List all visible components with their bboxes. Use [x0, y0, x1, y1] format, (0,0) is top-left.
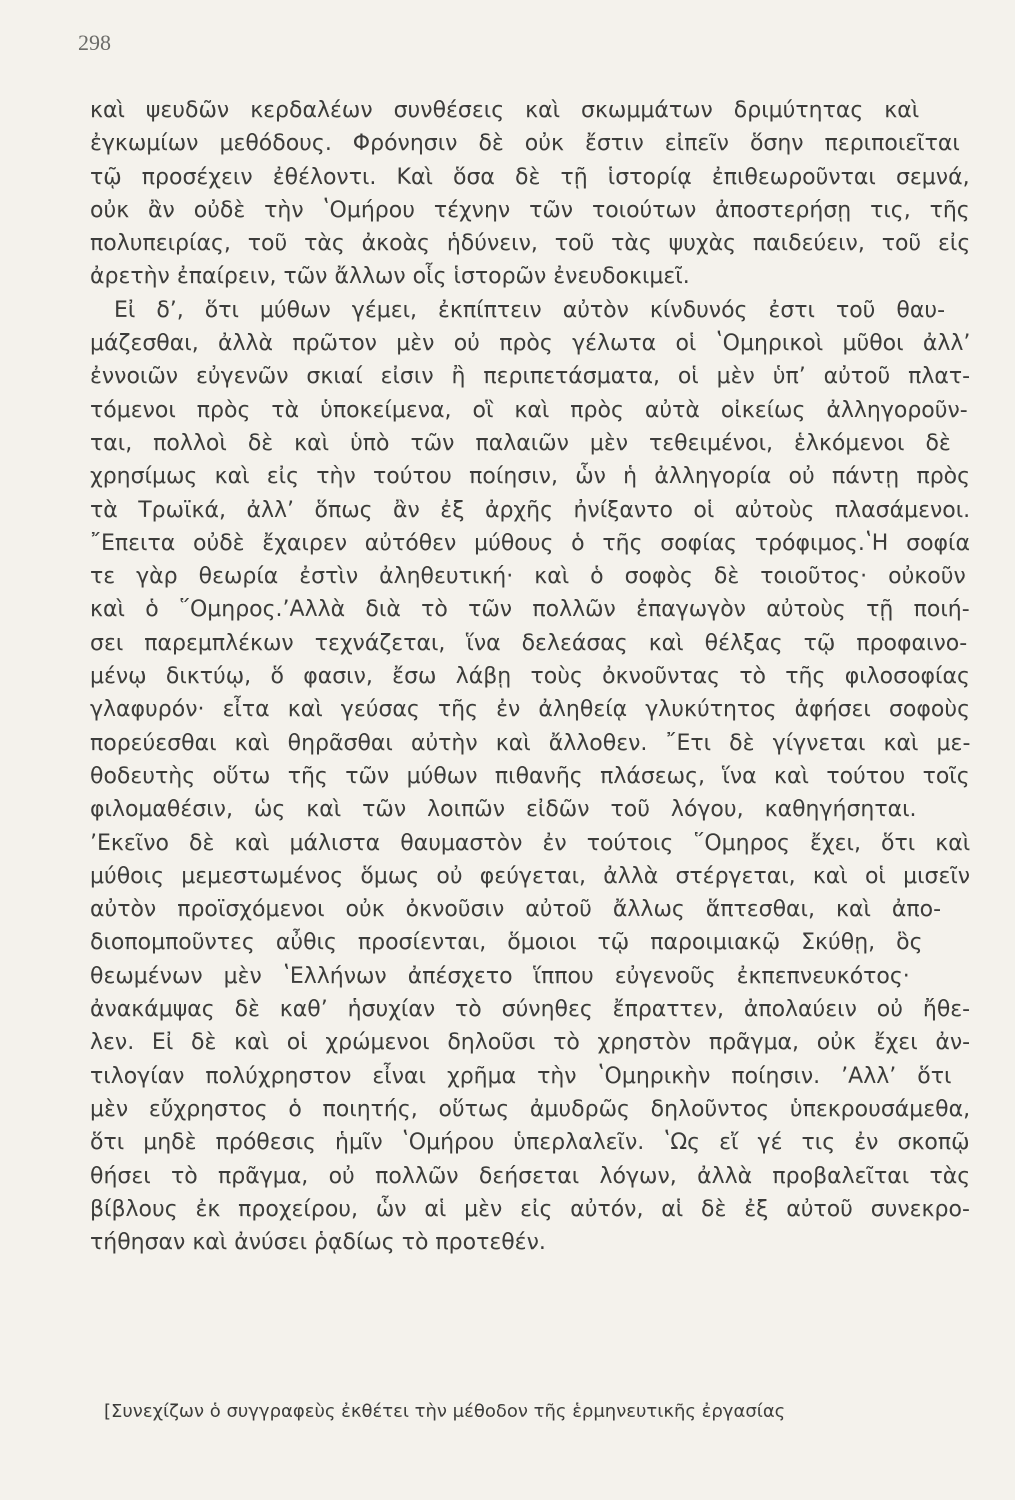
- text-line: θήσει τὸ πρᾶγμα, οὐ πολλῶν δεήσεται λόγων, ἀλλὰ προβαλεῖται τὰς: [90, 1163, 971, 1189]
- text-line: μύθοις μεμεστωμένος ὅμως οὐ φεύγεται, ἀλλὰ στέργεται, καὶ οἱ μισεῖν: [90, 863, 971, 889]
- page-number: 298: [78, 30, 111, 55]
- text-line: ἐγκωμίων μεθόδους. Φρόνησιν δὲ οὐκ ἔστιν εἰπεῖν ὅσην περιποιεῖται: [90, 131, 960, 157]
- text-line: χρησίμως καὶ εἰς τὴν τούτου ποίησιν, ὧν ἡ ἀλληγορία οὐ πάντῃ πρὸς: [90, 464, 971, 490]
- text-line: σει παρεμπλέκων τεχνάζεται, ἵνα δελεάσας καὶ θέλξας τῷ προφαινο-: [90, 630, 968, 656]
- text-line: βίβλους ἐκ προχείρου, ὧν αἱ μὲν εἰς αὐτόν, αἱ δὲ ἐξ αὐτοῦ συνεκρο-: [90, 1196, 970, 1222]
- text-line: διοπομποῦντες αὖθις προσίενται, ὅμοιοι τῷ παροιμιακῷ Σκύθῃ, ὃς: [90, 930, 923, 956]
- text-line: τόμενοι πρὸς τὰ ὑποκείμενα, οἳ καὶ πρὸς αὐτὰ οἰκείως ἀλληγοροῦν-: [90, 397, 968, 423]
- text-line: ται, πολλοὶ δὲ καὶ ὑπὸ τῶν παλαιῶν μὲν τεθειμένοι, ἑλκόμενοι δὲ: [90, 430, 951, 456]
- body-text: [90, 94, 970, 1259]
- text-line: τε γὰρ θεωρία ἐστὶν ἀληθευτική· καὶ ὁ σοφὸς δὲ τοιοῦτος· οὐκοῦν: [90, 564, 966, 590]
- text-line: τὰ Τρωϊκά, ἀλλ’ ὅπως ἂν ἐξ ἀρχῆς ἠνίξαντο οἱ αὐτοὺς πλασάμενοι.: [90, 497, 971, 523]
- text-line: μὲν εὔχρηστος ὁ ποιητής, οὕτως ἀμυδρῶς δηλοῦντος ὑπεκρουσάμεθα,: [90, 1096, 971, 1122]
- text-line: ἐννοιῶν εὐγενῶν σκιαί εἰσιν ἢ περιπετάσματα, οἱ μὲν ὑπ’ αὐτοῦ πλατ-: [90, 364, 971, 390]
- text-line: καὶ ψευδῶν κερδαλέων συνθέσεις καὶ σκωμμάτων δριμύτητας καὶ: [90, 98, 920, 123]
- text-line: τήθησαν καὶ ἀνύσει ῥᾳδίως τὸ προτεθέν.: [90, 1230, 546, 1256]
- text-line: πολυπειρίας, τοῦ τὰς ἀκοὰς ἡδύνειν, τοῦ τὰς ψυχὰς παιδεύειν, τοῦ εἰς: [90, 231, 971, 257]
- text-line: θεωμένων μὲν ʽΕλλήνων ἀπέσχετο ἵππου εὐγενοῦς ἐκπεπνευκότος·: [90, 963, 910, 989]
- text-line: οὐκ ἂν οὐδὲ τὴν ʽΟμήρου τέχνην τῶν τοιούτων ἀποστερήσῃ τις, τῆς: [90, 197, 970, 223]
- text-line: θοδευτὴς οὕτω τῆς τῶν μύθων πιθανῆς πλάσεως, ἵνα καὶ τούτου τοῖς: [90, 763, 970, 789]
- text-line: μένῳ δικτύῳ, ὅ φασιν, ἔσω λάβῃ τοὺς ὀκνοῦντας τὸ τῆς φιλοσοφίας: [90, 664, 970, 690]
- text-line: αὐτὸν προϊσχόμενοι οὐκ ὀκνοῦσιν αὐτοῦ ἄλλως ἅπτεσθαι, καὶ ἀπο-: [90, 897, 942, 923]
- text-line: ’Εκεῖνο δὲ καὶ μάλιστα θαυμαστὸν ἐν τούτοις ῞Ομηρος ἔχει, ὅτι καὶ: [90, 830, 971, 856]
- paragraph-start-line: Εἰ δ’, ὅτι μύθων γέμει, ἐκπίπτειν αὐτὸν κίνδυνός ἐστι τοῦ θαυ-: [114, 297, 946, 323]
- text-line: ῎Επειτα οὐδὲ ἔχαιρεν αὐτόθεν μύθους ὁ τῆς σοφίας τρόφιμος.ʽΗ σοφία: [90, 530, 970, 556]
- text-line: φιλομαθέσιν, ὡς καὶ τῶν λοιπῶν εἰδῶν τοῦ λόγου, καθηγήσηται.: [90, 797, 917, 823]
- text-line: γλαφυρόν· εἶτα καὶ γεύσας τῆς ἐν ἀληθείᾳ γλυκύτητος ἀφήσει σοφοὺς: [90, 697, 970, 723]
- text-line: μάζεσθαι, ἀλλὰ πρῶτον μὲν οὐ πρὸς γέλωτα οἱ ʽΟμηρικοὶ μῦθοι ἀλλ’: [90, 331, 971, 357]
- footnote: [Συνεχίζων ὁ συγγραφεὺς ἐκθέτει τὴν μέθοδον τῆς ἑρμηνευτικῆς ἐργασίας: [104, 1401, 786, 1422]
- text-line: ὅτι μηδὲ πρόθεσις ἡμῖν ʽΟμήρου ὑπερλαλεῖν. ʽΩς εἴ γέ τις ἐν σκοπῷ: [90, 1130, 970, 1156]
- text-line: πορεύεσθαι καὶ θηρᾶσθαι αὐτὴν καὶ ἄλλοθεν. ῎Ετι δὲ γίγνεται καὶ με-: [90, 730, 971, 756]
- text-line: τῷ προσέχειν ἐθέλοντι. Καὶ ὅσα δὲ τῇ ἱστορίᾳ ἐπιθεωροῦνται σεμνά,: [90, 164, 970, 190]
- text-line: ἀνακάμψας δὲ καθ’ ἡσυχίαν τὸ σύνηθες ἔπραττεν, ἀπολαύειν οὐ ἤθε-: [90, 997, 971, 1023]
- text-line: καὶ ὁ ῞Ομηρος.’Αλλὰ διὰ τὸ τῶν πολλῶν ἐπαγωγὸν αὐτοὺς τῇ ποιή-: [90, 597, 970, 623]
- text-line: ἀρετὴν ἐπαίρειν, τῶν ἄλλων οἷς ἱστορῶν ἐνευδοκιμεῖ.: [90, 264, 690, 290]
- text-line: λεν. Εἰ δὲ καὶ οἱ χρώμενοι δηλοῦσι τὸ χρηστὸν πρᾶγμα, οὐκ ἔχει ἀν-: [90, 1030, 971, 1056]
- text-line: τιλογίαν πολύχρηστον εἶναι χρῆμα τὴν ʽΟμηρικὴν ποίησιν. ’Αλλ’ ὅτι: [90, 1063, 952, 1089]
